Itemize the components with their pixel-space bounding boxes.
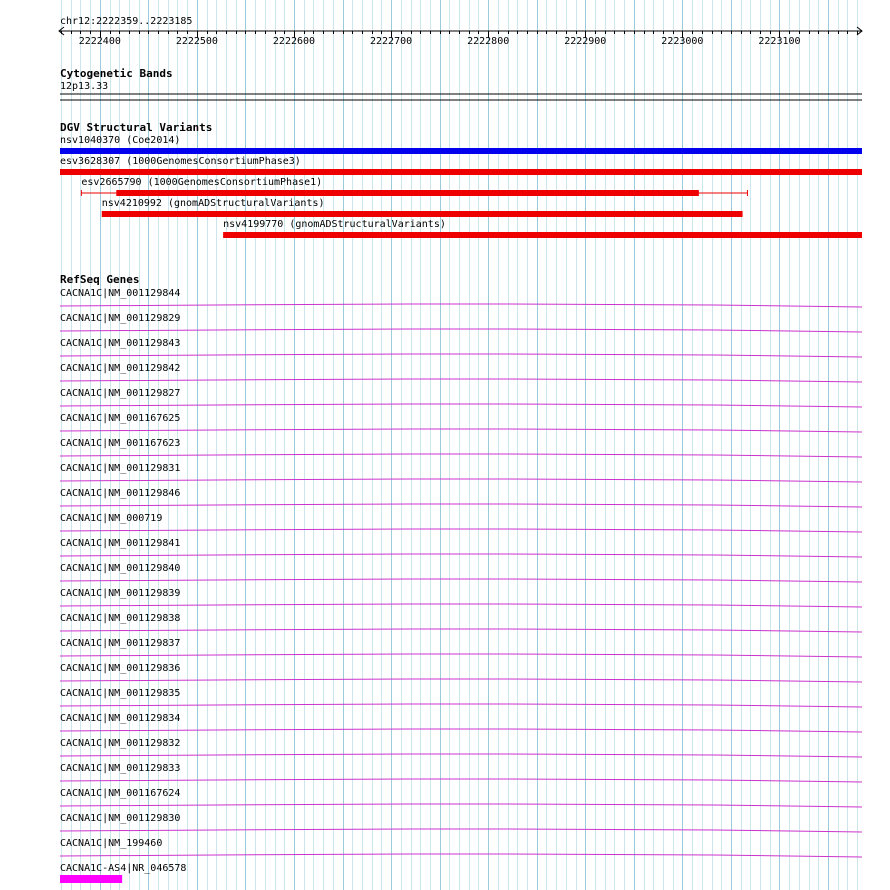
refseq-gene-label: CACNA1C|NM_001129827	[60, 388, 181, 399]
refseq-gene-label: CACNA1C|NM_000719	[60, 513, 163, 524]
dgv-variant-bar	[60, 148, 862, 154]
refseq-gene-label: CACNA1C|NM_001129831	[60, 463, 181, 474]
region-label: chr12:2222359..2223185	[60, 16, 193, 27]
refseq-gene-label: CACNA1C|NM_001129842	[60, 363, 181, 374]
dgv-variant-bar	[116, 190, 699, 196]
ruler-tick-label: 2223000	[661, 36, 704, 47]
refseq-gene-label: CACNA1C|NM_001129833	[60, 763, 181, 774]
refseq-track-title: RefSeq Genes	[60, 273, 140, 286]
refseq-gene-label: CACNA1C|NM_001129832	[60, 738, 181, 749]
dgv-variant-label: esv2665790 (1000GenomesConsortiumPhase1)	[81, 177, 323, 188]
refseq-gene-label: CACNA1C|NM_001129838	[60, 613, 181, 624]
refseq-gene-label: CACNA1C|NM_001129844	[60, 288, 181, 299]
refseq-gene-label: CACNA1C|NM_001129846	[60, 488, 181, 499]
refseq-gene-label: CACNA1C-AS4|NR_046578	[60, 863, 187, 874]
refseq-gene-exon	[60, 875, 122, 883]
dgv-variant-label: nsv4210992 (gnomADStructuralVariants)	[101, 198, 325, 209]
cytoband-band-label: 12p13.33	[60, 81, 109, 92]
ruler-tick-label: 2222600	[272, 36, 316, 47]
ruler-tick-label: 2222500	[175, 36, 218, 47]
refseq-gene-label: CACNA1C|NM_001129839	[60, 588, 181, 599]
dgv-variant-bar	[223, 232, 862, 238]
ruler-tick-label: 2222700	[370, 36, 413, 47]
refseq-gene-label: CACNA1C|NM_001129843	[60, 338, 181, 349]
ruler-tick-label: 2222900	[564, 36, 607, 47]
ruler-tick-label: 2222800	[467, 36, 510, 47]
refseq-gene-label: CACNA1C|NM_001129837	[60, 638, 181, 649]
refseq-gene-label: CACNA1C|NM_001129830	[60, 813, 181, 824]
dgv-variant-label: nsv1040370 (Coe2014)	[60, 135, 181, 146]
refseq-gene-label: CACNA1C|NM_001129841	[60, 538, 181, 549]
refseq-gene-label: CACNA1C|NM_001129835	[60, 688, 181, 699]
refseq-gene-label: CACNA1C|NM_001167625	[60, 413, 181, 424]
dgv-variant-label: esv3628307 (1000GenomesConsortiumPhase3)	[60, 156, 301, 167]
dgv-variant-label: nsv4199770 (gnomADStructuralVariants)	[223, 219, 446, 230]
dgv-variant-bar	[60, 169, 862, 175]
cytoband-track-title: Cytogenetic Bands	[60, 67, 173, 80]
ruler-tick-label: 2223100	[758, 36, 801, 47]
dgv-variant-bar	[102, 211, 743, 217]
refseq-gene-label: CACNA1C|NM_001129829	[60, 313, 181, 324]
ruler-tick-label: 2222400	[78, 36, 121, 47]
refseq-gene-label: CACNA1C|NM_001129840	[60, 563, 181, 574]
refseq-gene-label: CACNA1C|NM_199460	[60, 838, 163, 849]
refseq-gene-label: CACNA1C|NM_001129834	[60, 713, 181, 724]
dgv-track-title: DGV Structural Variants	[60, 121, 213, 134]
refseq-gene-label: CACNA1C|NM_001167624	[60, 788, 181, 799]
refseq-gene-label: CACNA1C|NM_001167623	[60, 438, 181, 449]
refseq-gene-label: CACNA1C|NM_001129836	[60, 663, 181, 674]
